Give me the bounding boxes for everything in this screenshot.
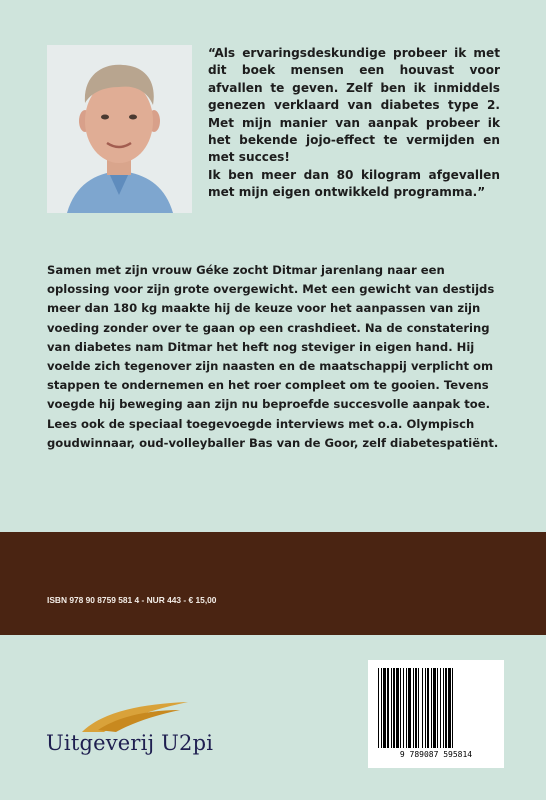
barcode-bar [403, 668, 404, 748]
publisher-name: Uitgeverij U2pi [46, 731, 214, 755]
barcode-bar [415, 668, 417, 748]
barcode-bar [448, 668, 451, 748]
barcode-bar [422, 668, 423, 748]
barcode-bar [383, 668, 386, 748]
barcode-bar [393, 668, 395, 748]
author-photo [47, 45, 192, 213]
barcode-bars [368, 660, 504, 750]
barcode-bar [391, 668, 392, 748]
barcode-bar [378, 668, 379, 748]
barcode-bar [443, 668, 444, 748]
author-portrait-image [47, 45, 192, 213]
barcode-bar [445, 668, 447, 748]
barcode-bar [406, 668, 407, 748]
barcode-bar [440, 668, 441, 748]
barcode-bar [427, 668, 429, 748]
barcode-bar [408, 668, 411, 748]
barcode-bar [396, 668, 399, 748]
isbn-price-line: ISBN 978 90 8759 581 4 - NUR 443 - € 15,00 [47, 595, 217, 605]
brown-band [0, 532, 546, 635]
barcode-bar [418, 668, 419, 748]
barcode-bar [437, 668, 438, 748]
barcode [368, 660, 504, 768]
barcode-bar [381, 668, 382, 748]
barcode-bar [433, 668, 436, 748]
author-quote [208, 45, 500, 202]
barcode-bar [400, 668, 401, 748]
blurb-text: Samen met zijn vrouw Géke zocht Ditmar jarenlang naar een oplossing voor zijn grote overgewicht. Met een gewicht van destijds meer dan 180 kg maakte hij de keuze voor het aanpassen van zijn voeding zonder over te gaan op een crashdieet. Na de constatering van diabetes nam Ditmar het heft nog steviger in eigen hand. Hij voelde zich tegenover zijn naasten en de maatschappij verplicht om stappen te ondernemen en het roer compleet om te gooien. Tevens voegde hij beweging aan zijn nu beproefde succesvolle aanpak toe. Lees ook de speciaal toegevoegde interviews met o.a. Olympisch goudwinnaar, oud-volleyballer Bas van de Goor, zelf diabetespatiënt. [47, 263, 499, 450]
barcode-bar [425, 668, 426, 748]
quote-paragraph-2: Ik ben meer dan 80 kilogram afgevallen met mijn eigen ontwikkeld programma.” [208, 167, 500, 200]
barcode-bar [387, 668, 389, 748]
barcode-bar [413, 668, 414, 748]
quote-paragraph-1: “Als ervaringsdeskundige probeer ik met dit boek mensen een houvast voor afvallen te geven. Zelf ben ik inmiddels genezen verklaard van diabetes type 2. Met mijn manier van aanpak probeer ik het bekende jojo-effect te vermijden en met succes! [208, 46, 500, 165]
barcode-bar [431, 668, 432, 748]
publisher-wing-logo-icon [80, 700, 190, 734]
barcode-number: 9 789087 595814 [399, 750, 473, 759]
barcode-bar [452, 668, 453, 748]
